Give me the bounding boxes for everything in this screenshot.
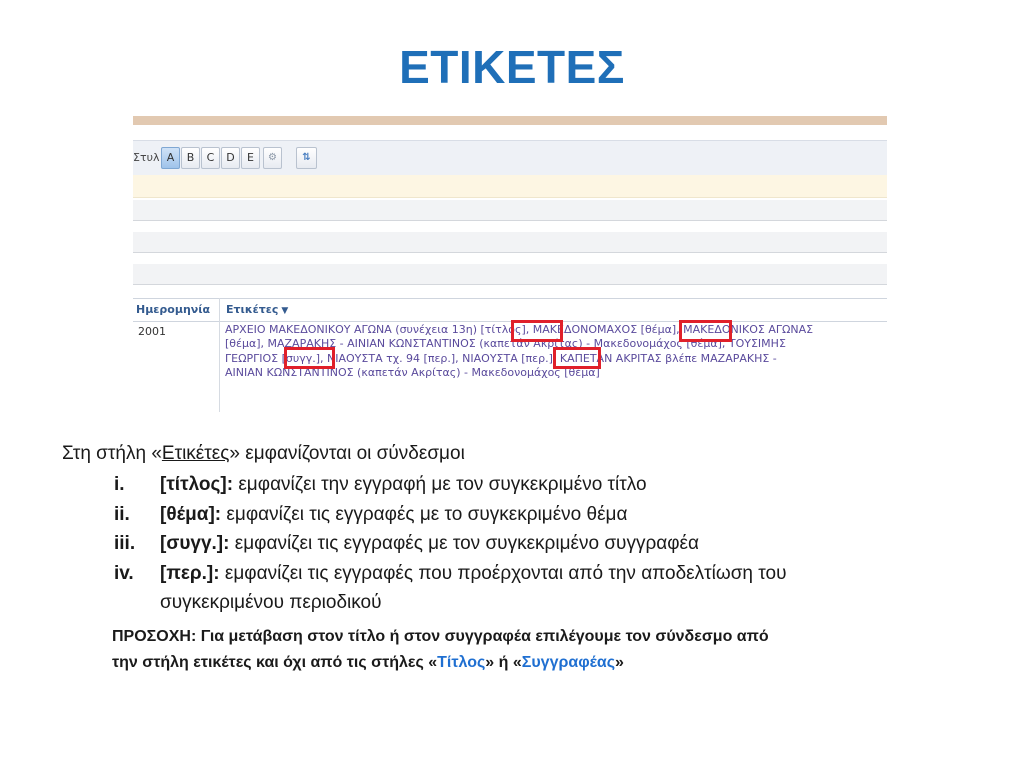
results-table-header	[133, 298, 887, 322]
tags-line[interactable]: ΓΕΩΡΓΙΟΣ [συγγ.], ΝΙΑΟΥΣΤΑ τχ. 94 [περ.], ΝΙΑΟΥΣΤΑ [περ.], ΚΑΠΕΤΑΝ ΑΚΡΙΤΑΣ βλέπε ΜΑΖΑΡΑΚΗΣ -	[225, 351, 777, 365]
link-types-list	[62, 470, 962, 618]
list-item: iv. [περ.]: εμφανίζει τις εγγραφές που προέρχονται από την αποδελτίωση του συγκεκριμένου περιοδικού	[114, 562, 787, 613]
row-year: 2001	[138, 325, 166, 338]
intro-line: Στη στήλη «Ετικέτες» εμφανίζονται οι σύνδεσμοι	[62, 443, 465, 464]
tags-column-ref: Ετικέτες	[161, 443, 230, 464]
style-c-button[interactable]: C	[201, 147, 220, 169]
style-e-button[interactable]: E	[241, 147, 260, 169]
style-d-button[interactable]: D	[221, 147, 240, 169]
sort-arrows-icon[interactable]: ⇅	[296, 147, 317, 169]
warning-note: ΠΡΟΣΟΧΗ: Για μετάβαση στον τίτλο ή στον συγγραφέα επιλέγουμε τον σύνδεσμο από την στήλη ετικέτες και όχι από τις στήλες «Τίτλος» ή «Συγγραφέας»	[112, 627, 769, 671]
message-strip	[133, 175, 887, 198]
title-column-ref: Τίτλος	[437, 653, 486, 671]
author-column-ref: Συγγραφέας	[521, 653, 616, 671]
column-header-date[interactable]: Ημερομηνία	[136, 303, 211, 316]
filter-row	[133, 264, 887, 285]
toolbar-style-label: Στυλ	[133, 151, 160, 164]
explanation-text	[62, 440, 962, 676]
tags-line[interactable]: ΑΡΧΕΙΟ ΜΑΚΕΔΟΝΙΚΟΥ ΑΓΩΝΑ (συνέχεια 13η) [τίτλος], ΜΑΚΕΔΟΝΟΜΑΧΟΣ [θέμα], ΜΑΚΕΔΟΝΙΚΟΣ ΑΓΩΝΑΣ	[225, 323, 814, 336]
gear-icon[interactable]: ⚙	[263, 147, 282, 169]
column-divider	[219, 298, 220, 412]
column-header-tags[interactable]: Ετικέτες ▼	[226, 303, 289, 316]
catalog-screenshot	[133, 116, 887, 412]
style-a-button[interactable]: A	[161, 147, 180, 169]
caret-down-icon: ▼	[281, 306, 289, 316]
list-item: ii. [θέμα]: εμφανίζει τις εγγραφές με το συγκεκριμένο θέμα	[114, 503, 628, 525]
row-tags	[225, 323, 885, 381]
tags-line[interactable]: [θέμα], ΜΑΖΑΡΑΚΗΣ - ΑΙΝΙΑΝ ΚΩΝΣΤΑΝΤΙΝΟΣ (καπετάν Ακρίτας) - Μακεδονομάχος [θέμα], ΤΟΥΣΙΜΗΣ	[225, 337, 786, 351]
window-top-bar	[133, 116, 887, 125]
filter-row	[133, 232, 887, 253]
tags-line[interactable]: ΑΙΝΙΑΝ ΚΩΝΣΤΑΝΤΙΝΟΣ (καπετάν Ακρίτας) - Μακεδονομάχος [θέμα]	[225, 366, 600, 380]
list-item: iii. [συγγ.]: εμφανίζει τις εγγραφές με τον συγκεκριμένο συγγραφέα	[114, 533, 700, 554]
page-title: ΕΤΙΚΕΤΕΣ	[399, 41, 625, 93]
filter-row	[133, 200, 887, 221]
style-b-button[interactable]: B	[181, 147, 200, 169]
style-toolbar	[133, 140, 887, 176]
list-item: i. [τίτλος]: εμφανίζει την εγγραφή με τον συγκεκριμένο τίτλο	[114, 474, 647, 495]
